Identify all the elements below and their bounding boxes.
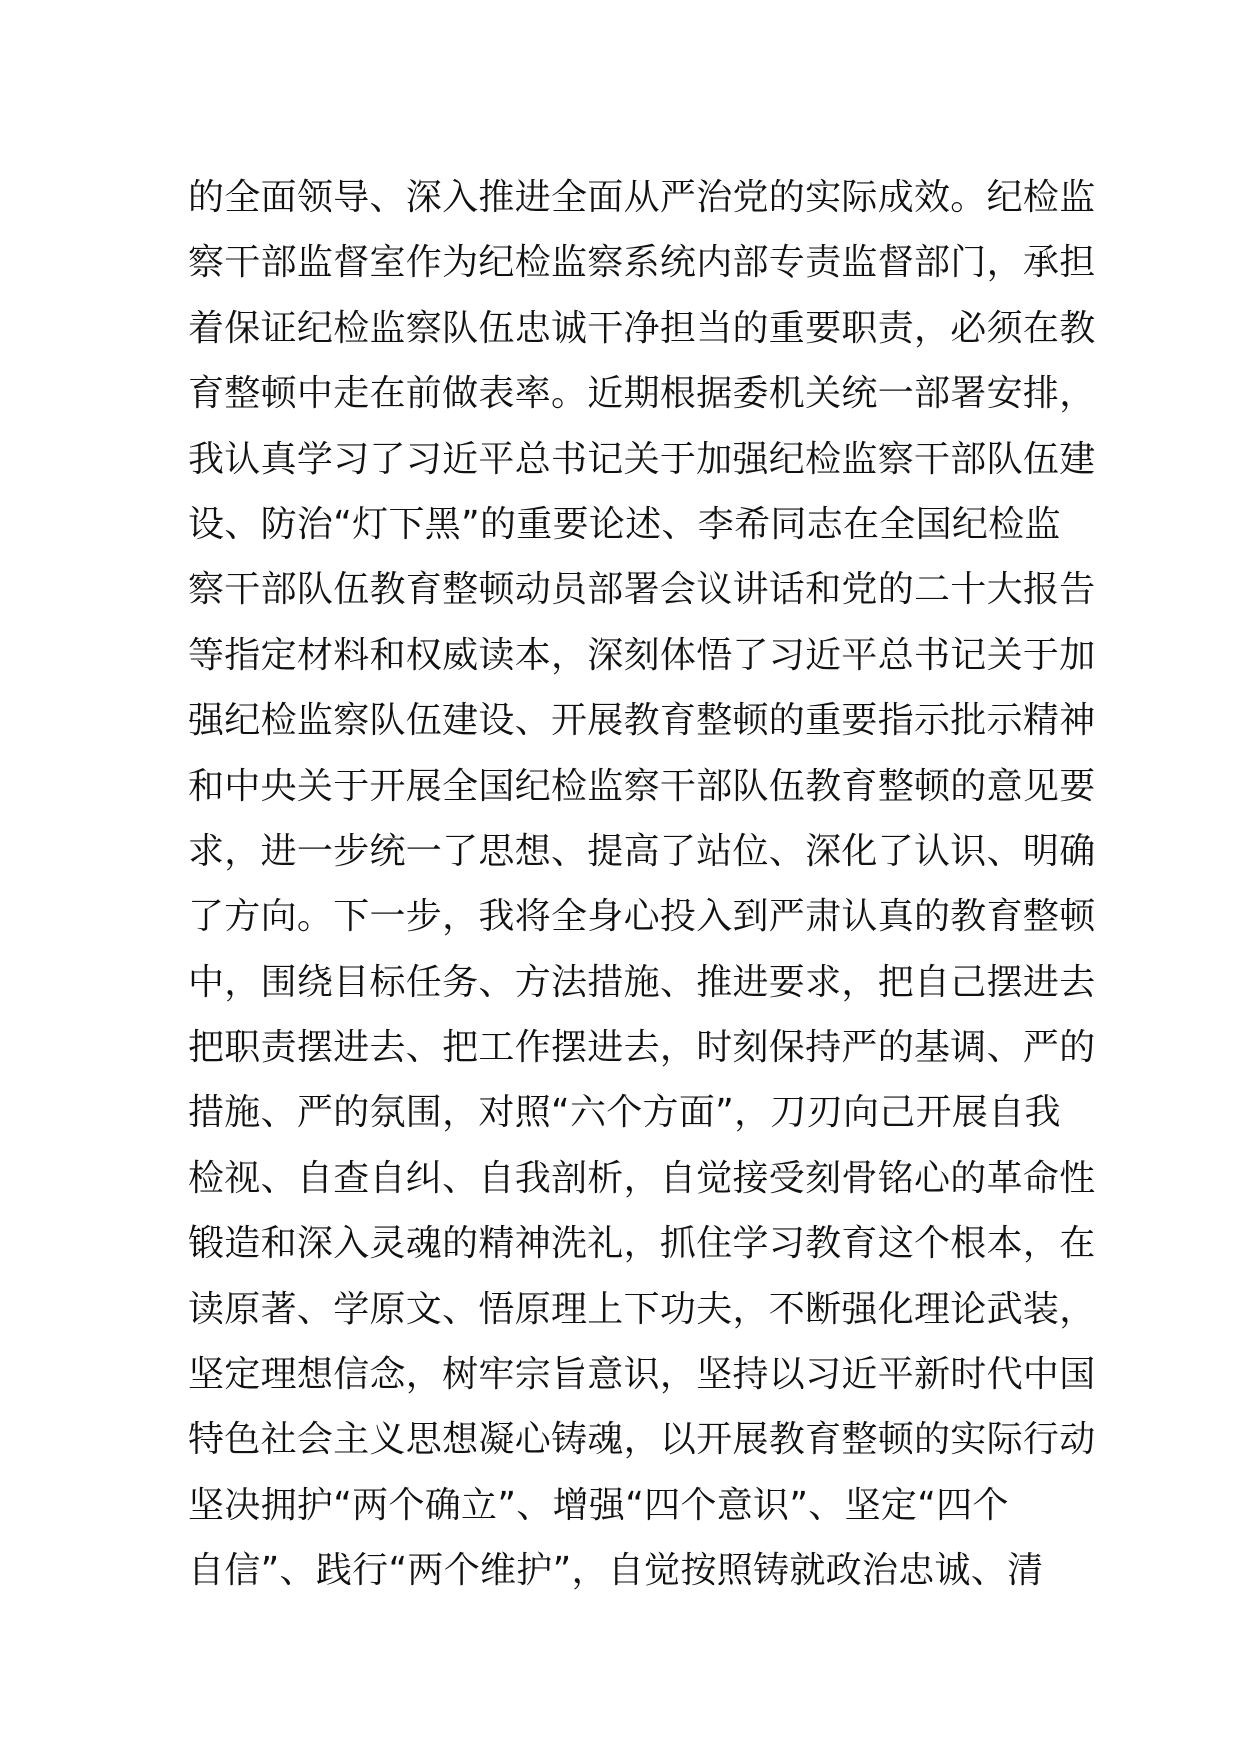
- text-line: 把职责摆进去、把工作摆进去，时刻保持严的基调、严的: [188, 1027, 1096, 1069]
- text-line: 察干部队伍教育整顿动员部署会议讲话和党的二十大报告: [188, 569, 1096, 611]
- text-line: 和中央关于开展全国纪检监察干部队伍教育整顿的意见要: [188, 765, 1096, 807]
- text-line: 设、防治“灯下黑”的重要论述、李希同志在全国纪检监: [188, 503, 1061, 545]
- text-line: 读原著、学原文、悟原理上下功夫，不断强化理论武装，: [188, 1288, 1096, 1330]
- text-line: 的全面领导、深入推进全面从严治党的实际成效。纪检监: [188, 177, 1096, 218]
- text-line: 特色社会主义思想凝心铸魂，以开展教育整顿的实际行动: [188, 1419, 1096, 1461]
- text-line: 育整顿中走在前做表率。近期根据委机关统一部署安排，: [188, 373, 1096, 415]
- text-line: 坚决拥护“两个确立”、增强“四个意识”、坚定“四个: [188, 1484, 1009, 1526]
- text-line: 求，进一步统一了思想、提高了站位、深化了认识、明确: [188, 830, 1096, 872]
- text-line: 着保证纪检监察队伍忠诚干净担当的重要职责，必须在教: [188, 307, 1096, 349]
- text-line: 检视、自查自纠、自我剖析，自觉接受刻骨铭心的革命性: [188, 1157, 1096, 1199]
- text-line: 了方向。下一步，我将全身心投入到严肃认真的教育整顿: [188, 896, 1096, 938]
- text-line: 我认真学习了习近平总书记关于加强纪检监察干部队伍建: [188, 438, 1096, 480]
- text-line: 察干部监督室作为纪检监察系统内部专责监督部门，承担: [188, 242, 1096, 284]
- text-line: 锻造和深入灵魂的精神洗礼，抓住学习教育这个根本，在: [188, 1223, 1096, 1265]
- body-paragraph: [188, 165, 1096, 1604]
- text-line: 坚定理想信念，树牢宗旨意识，坚持以习近平新时代中国: [188, 1354, 1096, 1396]
- text-line: 自信”、践行“两个维护”，自觉按照铸就政治忠诚、清: [188, 1550, 1044, 1592]
- text-line: 中，围绕目标任务、方法措施、推进要求，把自己摆进去: [188, 961, 1096, 1003]
- text-line: 强纪检监察队伍建设、开展教育整顿的重要指示批示精神: [188, 700, 1096, 742]
- text-line: 措施、严的氛围，对照“六个方面”，刀刃向己开展自我: [188, 1092, 1061, 1134]
- text-line: 等指定材料和权威读本，深刻体悟了习近平总书记关于加: [188, 634, 1096, 676]
